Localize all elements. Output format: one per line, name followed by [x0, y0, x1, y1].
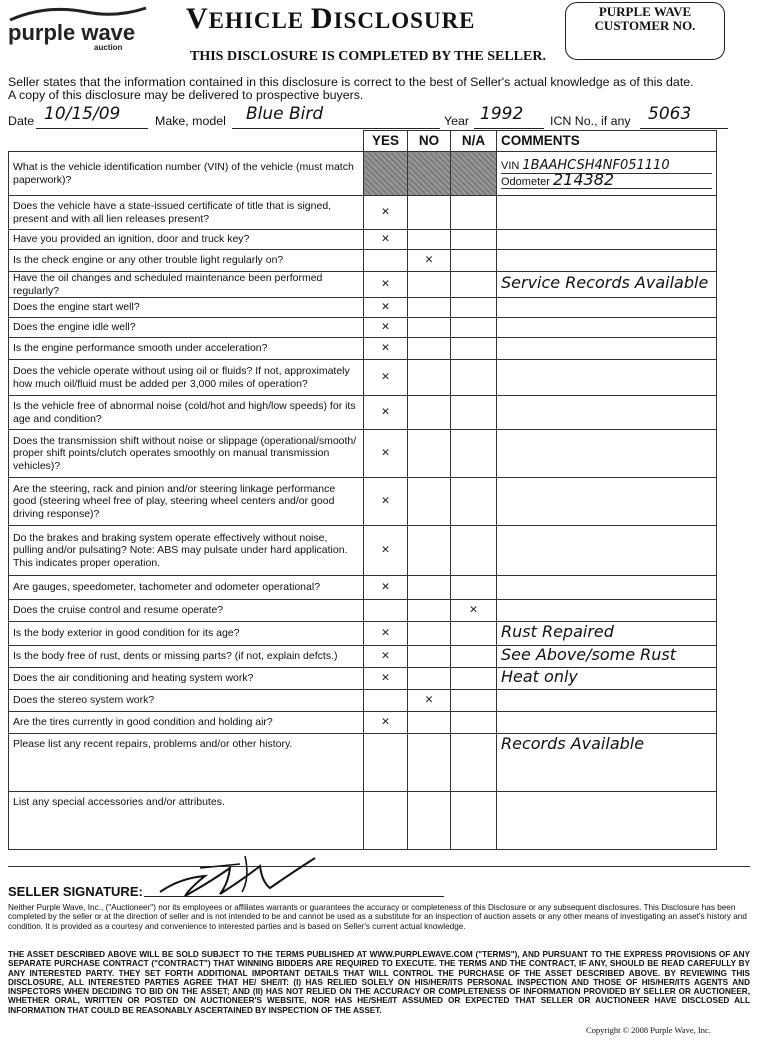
yes-cell[interactable]: [364, 360, 408, 396]
na-header: N/A: [451, 131, 497, 152]
yes-cell[interactable]: [364, 526, 408, 576]
question-text: Does the vehicle operate without using oil or fluids? If not, approximately how much oil/fluid must be added per 3,000 miles of operation?: [9, 360, 364, 396]
no-cell[interactable]: [408, 646, 451, 668]
check-mark-icon: ✕: [381, 650, 390, 663]
year-value: 1992: [480, 104, 524, 124]
no-cell[interactable]: [408, 298, 451, 318]
check-mark-icon: ✕: [381, 278, 390, 291]
comment-text: See Above/some Rust: [501, 645, 677, 665]
table-row: [9, 526, 717, 576]
vehicle-info-line: [0, 104, 758, 132]
no-cell[interactable]: [408, 360, 451, 396]
question-text: Does the transmission shift without noise or slippage (operational/smooth/ proper shift points/clutch operates smoothly on manual transmission vehicles)?: [9, 430, 364, 478]
yes-cell[interactable]: [364, 338, 408, 360]
question-text: Does the stereo system work?: [9, 690, 364, 712]
customer-box-line1: PURPLE WAVE: [598, 4, 692, 19]
vin-value: 1BAAHCSH4NF051110: [522, 158, 670, 173]
comment-cell[interactable]: [497, 622, 717, 646]
comment-cell[interactable]: [497, 712, 717, 734]
page-subtitle: THIS DISCLOSURE IS COMPLETED BY THE SELLER.: [190, 49, 546, 64]
no-cell[interactable]: [408, 318, 451, 338]
yes-header: YES: [364, 131, 408, 152]
na-cell[interactable]: [451, 298, 497, 318]
no-cell[interactable]: [408, 792, 451, 850]
check-mark-icon: ✕: [381, 321, 390, 334]
check-mark-icon: ✕: [381, 581, 390, 594]
yes-cell[interactable]: [364, 576, 408, 600]
question-text: Does the engine start well?: [9, 298, 364, 318]
check-mark-icon: ✕: [381, 716, 390, 729]
no-cell[interactable]: [408, 272, 451, 298]
intro-line1: Seller states that the information contained in this disclosure is correct to the best of Seller's actual knowledge as of this date.: [8, 75, 694, 89]
question-text: Are the steering, rack and pinion and/or steering linkage performance good (steering wheel free of play, steering wheel centers and/or good driving response)?: [9, 478, 364, 526]
table-row: [9, 576, 717, 600]
na-cell[interactable]: [451, 478, 497, 526]
na-cell[interactable]: [451, 272, 497, 298]
no-cell[interactable]: [408, 668, 451, 690]
check-mark-icon: ✕: [469, 604, 478, 617]
check-mark-icon: ✕: [381, 342, 390, 355]
na-cell[interactable]: [451, 152, 497, 196]
question-text: Do the brakes and braking system operate effectively without noise, pulling and/or pulsating? Note: ABS may pulsate under hard application. This indicates proper operation.: [9, 526, 364, 576]
yes-cell[interactable]: [364, 792, 408, 850]
question-text: Are gauges, speedometer, tachometer and odometer operational?: [9, 576, 364, 600]
no-cell[interactable]: [408, 712, 451, 734]
no-cell[interactable]: [408, 622, 451, 646]
comment-cell[interactable]: [497, 690, 717, 712]
table-row: [9, 430, 717, 478]
table-row: [9, 792, 717, 850]
na-cell[interactable]: [451, 396, 497, 430]
icn-label: ICN No., if any: [550, 114, 631, 128]
yes-cell[interactable]: [364, 712, 408, 734]
customer-box-line2: CUSTOMER NO.: [594, 18, 696, 33]
check-mark-icon: ✕: [424, 254, 434, 267]
comments-header: COMMENTS: [497, 131, 717, 152]
date-value: 10/15/09: [44, 104, 121, 124]
no-cell[interactable]: [408, 396, 451, 430]
na-cell[interactable]: [451, 196, 497, 230]
no-cell[interactable]: [408, 196, 451, 230]
check-mark-icon: ✕: [381, 406, 390, 419]
yes-cell[interactable]: [364, 152, 408, 196]
question-text: Is the body exterior in good condition for its age?: [9, 622, 364, 646]
check-mark-icon: ✕: [381, 301, 390, 314]
table-row: [9, 196, 717, 230]
yes-cell[interactable]: [364, 318, 408, 338]
table-row: [9, 360, 717, 396]
na-cell[interactable]: [451, 318, 497, 338]
yes-cell[interactable]: [364, 734, 408, 792]
na-cell[interactable]: [451, 250, 497, 272]
check-mark-icon: ✕: [381, 233, 390, 246]
question-text: Is the check engine or any other trouble light regularly on?: [9, 250, 364, 272]
make-value: Blue Bird: [246, 104, 324, 124]
na-cell[interactable]: [451, 646, 497, 668]
na-cell[interactable]: [451, 712, 497, 734]
comment-cell[interactable]: [497, 272, 717, 298]
yes-cell[interactable]: [364, 196, 408, 230]
na-cell[interactable]: [451, 690, 497, 712]
na-cell[interactable]: [451, 338, 497, 360]
table-row: [9, 250, 717, 272]
odometer-line: [501, 169, 712, 190]
year-field[interactable]: [474, 104, 544, 129]
comment-cell[interactable]: [497, 526, 717, 576]
question-text: Please list any recent repairs, problems and/or other history.: [9, 734, 364, 792]
comment-text: Records Available: [501, 734, 645, 753]
table-row: [9, 396, 717, 430]
table-row: [9, 230, 717, 250]
question-text: What is the vehicle identification number (VIN) of the vehicle (must match paperwork)?: [9, 152, 364, 196]
question-text: Is the body free of rust, dents or missing parts? (if not, explain defcts.): [9, 646, 364, 668]
comment-text: Heat only: [501, 667, 578, 687]
na-cell[interactable]: [451, 430, 497, 478]
no-header: NO: [408, 131, 451, 152]
check-mark-icon: ✕: [381, 672, 390, 685]
check-mark-icon: ✕: [381, 627, 390, 640]
na-cell[interactable]: [451, 360, 497, 396]
na-cell[interactable]: [451, 792, 497, 850]
question-header: [9, 131, 364, 152]
no-cell[interactable]: [408, 338, 451, 360]
table-row: [9, 338, 717, 360]
na-cell[interactable]: [451, 734, 497, 792]
title-text: VEHICLE DISCLOSURE: [186, 2, 476, 35]
yes-cell[interactable]: [364, 430, 408, 478]
logo-subtext: auction: [94, 43, 123, 52]
check-mark-icon: ✕: [381, 206, 390, 219]
no-cell[interactable]: [408, 690, 451, 712]
yes-cell[interactable]: [364, 668, 408, 690]
icn-field[interactable]: [640, 104, 728, 129]
table-row: [9, 272, 717, 298]
no-cell[interactable]: [408, 576, 451, 600]
icn-value: 5063: [648, 104, 692, 124]
question-text: Have the oil changes and scheduled maintenance been performed regularly?: [9, 272, 364, 298]
comment-cell[interactable]: [497, 196, 717, 230]
comment-cell[interactable]: [497, 250, 717, 272]
na-cell[interactable]: [451, 526, 497, 576]
na-cell[interactable]: [451, 576, 497, 600]
comment-cell[interactable]: [497, 576, 717, 600]
yes-cell[interactable]: [364, 646, 408, 668]
intro-text: [8, 76, 753, 102]
check-mark-icon: ✕: [381, 495, 390, 508]
table-row: [9, 318, 717, 338]
customer-number-box[interactable]: [565, 2, 725, 60]
comment-cell[interactable]: [497, 600, 717, 622]
no-cell[interactable]: [408, 478, 451, 526]
no-cell[interactable]: [408, 230, 451, 250]
question-text: Have you provided an ignition, door and truck key?: [9, 230, 364, 250]
vin-label: VIN: [501, 160, 520, 172]
odometer-label: Odometer: [501, 175, 550, 188]
no-cell[interactable]: [408, 430, 451, 478]
comment-cell[interactable]: [497, 478, 717, 526]
yes-cell[interactable]: [364, 298, 408, 318]
table-row: [9, 668, 717, 690]
seller-signature: [150, 848, 330, 900]
purple-wave-logo: [6, 2, 156, 52]
comment-cell[interactable]: [497, 298, 717, 318]
table-row: [9, 622, 717, 646]
yes-cell[interactable]: [364, 478, 408, 526]
odometer-value: 214382: [552, 169, 615, 189]
intro-line2: A copy of this disclosure may be delivered to prospective buyers.: [8, 88, 364, 102]
question-text: Are the tires currently in good condition and holding air?: [9, 712, 364, 734]
comment-text: Service Records Available: [501, 273, 709, 293]
table-row: [9, 298, 717, 318]
copyright-text: Copyright © 2008 Purple Wave, Inc.: [586, 1025, 711, 1035]
table-row: [9, 712, 717, 734]
yes-cell[interactable]: [364, 230, 408, 250]
terms-text: THE ASSET DESCRIBED ABOVE WILL BE SOLD SUBJECT TO THE TERMS PUBLISHED AT WWW.PURPLEWAVE.COM ("TERMS"), AND PURSUANT TO THE EXPRESS PROVISIONS OF ANY SEPARATE PURCHASE CONTRACT ("CONTRACT") THAT WINNING BIDDERS ARE REQUIRED TO EXECUTE. THE TERMS AND THE CONTRACT, IF ANY, SHOULD BE READ CAREFULLY BY ANY INTERESTED PARTY. THEY SET FORTH ADDITIONAL IMPORTANT DETAILS THAT WILL CONTROL THE PURCHASE OF THE ASSET DESCRIBED ABOVE. BY REVIEWING THIS DISCLOSURE, ALL INTERESTED PARTIES AGREE THAT HE/ SHE/IT: (I) HAS RELIED SOLELY ON HIS/HER/ITS PERSONAL INSPECTION AND THOSE OF HIS/HER/ITS AGENTS AND INSPECTORS WHEN DECIDING TO BID ON THE ASSET; AND (II) HAS NOT RELIED ON THE ACCURACY OR COMPLETENESS OF INFORMATION PROVIDED BY SELLER OR AUCTIONEER, WHETHER ORAL, WRITTEN OR POSTED ON AUCTIONEER'S WEBSITE, NOR HAS HE/SHE/IT ASSUMED OR EXPECTED THAT SELLER OR AUCTIONEER HAVE DISCLOSED ALL INFORMATION THAT COULD BE REASONABLY ASCERTAINED BY INSPECTION OF THE ASSET.: [8, 950, 750, 1015]
no-cell[interactable]: [408, 250, 451, 272]
comment-cell[interactable]: [497, 792, 717, 850]
no-cell[interactable]: [408, 152, 451, 196]
na-cell[interactable]: [451, 600, 497, 622]
check-mark-icon: ✕: [381, 371, 390, 384]
question-text: List any special accessories and/or attributes.: [9, 792, 364, 850]
no-cell[interactable]: [408, 526, 451, 576]
disclaimer-text: Neither Purple Wave, Inc., ("Auctioneer") nor its employees or affiliates warrants or guarantees the accuracy or completeness of this Disclosure or any subsequent disclosures. This Disclosure has been completed by the seller or at the direction of seller and is not intended to be and cannot be used as a substitute for an inspection of auction assets or any other means of investigating an asset's history and condition. It is provided as a courtesy and convenience to interested parties and is based on Seller's current actual knowledge.: [8, 903, 747, 931]
yes-cell[interactable]: [364, 690, 408, 712]
question-text: Does the cruise control and resume operate?: [9, 600, 364, 622]
year-label: Year: [444, 114, 470, 128]
question-text: Is the engine performance smooth under acceleration?: [9, 338, 364, 360]
comment-cell[interactable]: [497, 396, 717, 430]
na-cell[interactable]: [451, 230, 497, 250]
yes-cell[interactable]: [364, 600, 408, 622]
check-mark-icon: ✕: [424, 694, 434, 707]
table-row: [9, 646, 717, 668]
comment-cell[interactable]: [497, 668, 717, 690]
no-cell[interactable]: [408, 600, 451, 622]
divider: [8, 866, 750, 867]
table-row: [9, 734, 717, 792]
yes-cell[interactable]: [364, 622, 408, 646]
na-cell[interactable]: [451, 668, 497, 690]
comment-cell[interactable]: [497, 430, 717, 478]
yes-cell[interactable]: [364, 272, 408, 298]
comment-cell[interactable]: [497, 734, 717, 792]
signature-label: SELLER SIGNATURE:: [8, 884, 143, 899]
comment-text: Rust Repaired: [501, 622, 614, 642]
date-label: Date: [8, 114, 35, 128]
comment-cell[interactable]: [497, 152, 717, 196]
table-row: [9, 690, 717, 712]
disclosure-table: [8, 130, 717, 850]
make-field[interactable]: [232, 104, 440, 129]
make-label: Make, model: [155, 114, 226, 128]
date-field[interactable]: [36, 104, 148, 129]
comment-cell[interactable]: [497, 646, 717, 668]
question-text: Does the engine idle well?: [9, 318, 364, 338]
na-cell[interactable]: [451, 622, 497, 646]
check-mark-icon: ✕: [381, 447, 390, 460]
logo-text: purple wave: [8, 20, 136, 45]
question-text: Is the vehicle free of abnormal noise (cold/hot and high/low speeds) for its age and condition?: [9, 396, 364, 430]
table-row: [9, 600, 717, 622]
table-row: [9, 478, 717, 526]
yes-cell[interactable]: [364, 396, 408, 430]
question-text: Does the air conditioning and heating system work?: [9, 668, 364, 690]
table-header-row: [9, 131, 717, 152]
check-mark-icon: ✕: [381, 544, 390, 557]
question-text: Does the vehicle have a state-issued certificate of title that is signed, present and with all lien releases present?: [9, 196, 364, 230]
no-cell[interactable]: [408, 734, 451, 792]
page-title: [186, 2, 476, 36]
comment-cell[interactable]: [497, 338, 717, 360]
table-row: [9, 152, 717, 196]
comment-cell[interactable]: [497, 360, 717, 396]
comment-cell[interactable]: [497, 318, 717, 338]
yes-cell[interactable]: [364, 250, 408, 272]
comment-cell[interactable]: [497, 230, 717, 250]
